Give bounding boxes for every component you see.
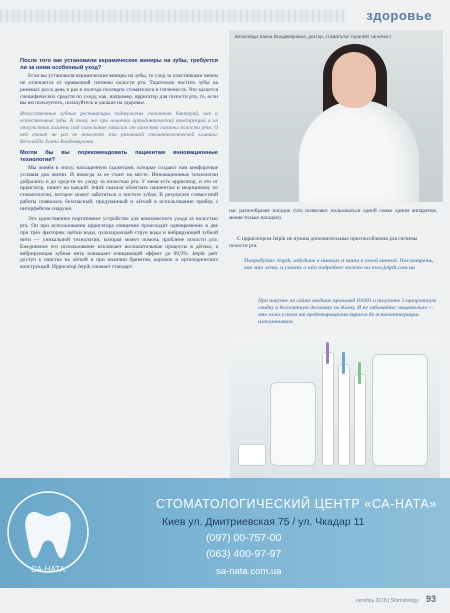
page-footer — [356, 594, 436, 604]
answer-1: Если вы установили керамические виниры на зубы, то уход за пластинками ничем не отличается от привычной гигиены полости рта. Тщательно чистить зубы на режевых раз в день и раз в полгода посещать стоматолога и гигиениста. Что касается специфических средств по уходу, как, например, ирригатор для полости рта, то, если вы им пользуетесь, пользуйтесь и дальше на здоровье. — [20, 72, 218, 107]
page-header — [0, 0, 450, 26]
clinic-name: СТОМАТОЛОГИЧЕСКИЙ ЦЕНТР «СА-НАТА» — [156, 497, 437, 511]
clinic-logo — [4, 484, 92, 580]
page-number: 93 — [425, 594, 436, 604]
logo-text: СА-НАТА — [30, 565, 66, 574]
brush-tip-2 — [342, 352, 345, 374]
clinic-phone-1: (097) 00-757-00 — [206, 532, 282, 544]
answer-3: Это единственное портативное устройство для комплексного ухода за полостью рта. Он при использовании ирригатора очищение происходит одновременно в две при трёх факторов: щётки воды, пульсирующей струи воды и вибрирующей зубной нити — уникальной технологии, которая может помочь проблеме полости рта. Ежедневное его использование исключает воспалительные процессы в дёснах, а вибрирующая зубная нить повышает очищающий эффект до 99,9%. Jetpik даёт доступ к очистке на лёгкой и при наличии брекетов, коронок и ортопедических конструкций. Ирригатор Jetpik снимает стандарт. — [20, 216, 218, 271]
answer-2: Мы живём в эпоху, насыщенную гаджетами, которые создают нам комфортные условия для жизни. И никогда за ее стоит на месте. Инновационные технологии добрались и до средств по уходу за полостью рта. У меня есть ирригатор, и это от ирригатор, пишет на каждой. Jetpik сказали облегчать пациентам и медициному по стоматологии, которое может заботиться о чистоте зубов. В результате совместной работы появилась безопасный, продуманный и лёгкий в использовании прибор с интерфейсом снаружи. — [20, 164, 218, 213]
question-1: После того как установили керамические виниры на зубы, требуется ли за ними особенный уход? — [20, 58, 218, 71]
section-label: здоровье — [366, 8, 432, 23]
promo-text-1-content: Попробуйте Jetpik, забудьте о нитках и нити в своей ванной. Посмотреть, как это легко, и узнать о нём подробнее можно на www.jetpik.com.ua — [244, 258, 434, 272]
irrigator-right — [372, 354, 428, 466]
tooth-icon — [25, 512, 70, 558]
right-paragraph-2: С ирригатором Jetpik не нужны дополнительные приспособления для гигиены полости рта. — [229, 236, 418, 249]
clinic-phone-2: (063) 400-97-97 — [206, 548, 282, 560]
clinic-website: sa-nata.com.ua — [216, 566, 282, 577]
photo-caption: Бесклейда Ханна Владимировна, доктор, стоматолог терапевт гигиенист — [235, 34, 392, 39]
toothbrush-2 — [338, 364, 350, 466]
header-bar — [0, 10, 345, 22]
question-2: Могли бы вы порекомендовать пациентам инновационные технологии? — [20, 149, 218, 163]
article-left-column — [20, 58, 218, 274]
toothbrush-3 — [354, 374, 366, 466]
doctor-photo — [229, 30, 443, 202]
nozzle-set — [238, 444, 266, 466]
photo-face — [332, 52, 376, 108]
issue-info: октябрь 2018 | Stomatology — [355, 598, 419, 604]
brush-tip-1 — [326, 342, 329, 364]
brush-tip-3 — [358, 362, 361, 384]
pull-quote: Искусственные зубные реставрации подвержены скоплению бактерий, как и естественные зубы. К тому же при ношении ортодонтических конструкций и их отсутствии гигиены под полоскание зависит от качества гигиены полости рта. О ней стоит не раз не поможет эти различной стоматологической клиники. Бесклейда Ханна Владимировна. — [20, 111, 218, 145]
toothbrush-1 — [322, 352, 334, 466]
clinic-address: Киев ул. Дмитриевская 75 / ул. Чкадар 11 — [162, 516, 365, 528]
right-paragraph-1: нас разнообразие насадок (что позволяет пользоваться одной семье одним аппаратом, меняя только насадки). — [229, 208, 437, 221]
promo-text-2: При покупке на сайте введите промокод DS003 и получите 5-процентную скидку и бесплатную доставку по Киеву. И не забывайте: тщательно — это залог успеха от предотвращения кариеса до остеоинтеграции имплантатов. — [258, 298, 437, 325]
photo-coat — [299, 100, 419, 202]
irrigator-left — [270, 382, 316, 466]
article-right-column — [229, 208, 437, 225]
jetpik-products-image — [230, 334, 440, 480]
promo-text-1 — [244, 258, 436, 272]
